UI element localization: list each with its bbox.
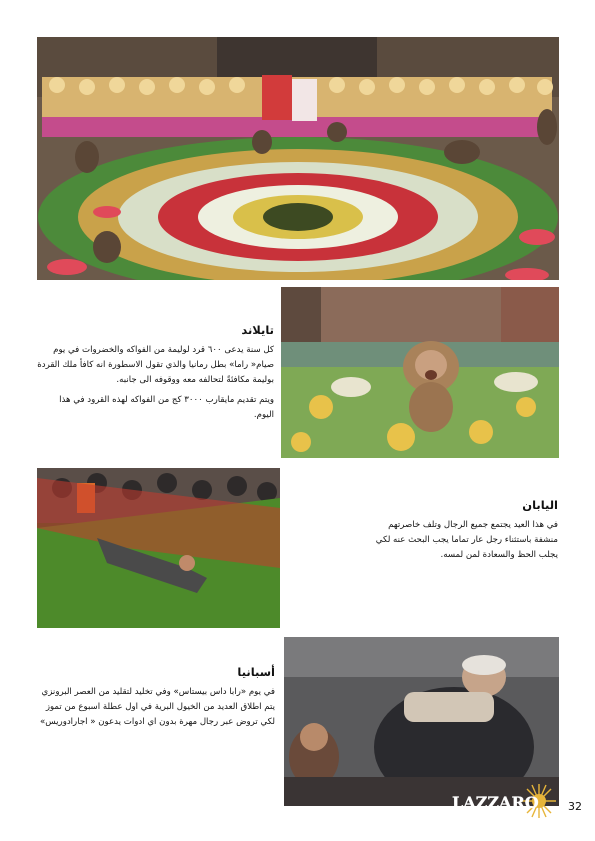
section-japan: [370, 498, 558, 568]
monkey-buffet-photo: [37, 37, 559, 280]
section-paragraph: في هذا العيد يجتمع جميع الرجال وتلف خاصرتهم منشفة باستثناء رجل عار تماما يجب البحث عنه لكي يجلب الحظ والسعادة لمن لمسه.: [375, 520, 558, 560]
page-number: 32: [568, 800, 582, 813]
section-heading: اليابان: [522, 498, 558, 512]
section-paragraph: في يوم «رابا داس بيستاس» وفي تخليد لتقليد من العصر البرونزي يتم اطلاق العديد من الخيول البرية في اول عطلة اسبوع من تموز لكي تروض عبر رجال مهرة بدون اي ادوات يدعون « اجارادوريس»: [39, 687, 275, 727]
lazzaro-logo: [452, 780, 564, 822]
section-paragraph: ويتم تقديم مايقارب ٣٠٠٠ كج من الفواكه لهذه القرود في هذا اليوم.: [59, 395, 274, 420]
section-spain: [37, 665, 275, 735]
monkey-closeup-photo: [281, 287, 559, 458]
section-heading: أسبانيا: [237, 665, 275, 679]
section-heading: تايلاند: [241, 323, 274, 337]
section-thailand: [37, 323, 274, 428]
logo-text: LAZZARO: [452, 793, 539, 812]
section-paragraph: كل سنة يدعى ٦٠٠ قرد لوليمة من الفواكه والخضروات في يوم صيام« راما» بطل رمانيا والذي تقول الاسطورة انه كافأ ملك القردة بوليمة مكافئةً لتحالفه معه ووقوفه الى جانبه.: [37, 345, 274, 385]
cheese-rolling-photo: [37, 468, 280, 628]
